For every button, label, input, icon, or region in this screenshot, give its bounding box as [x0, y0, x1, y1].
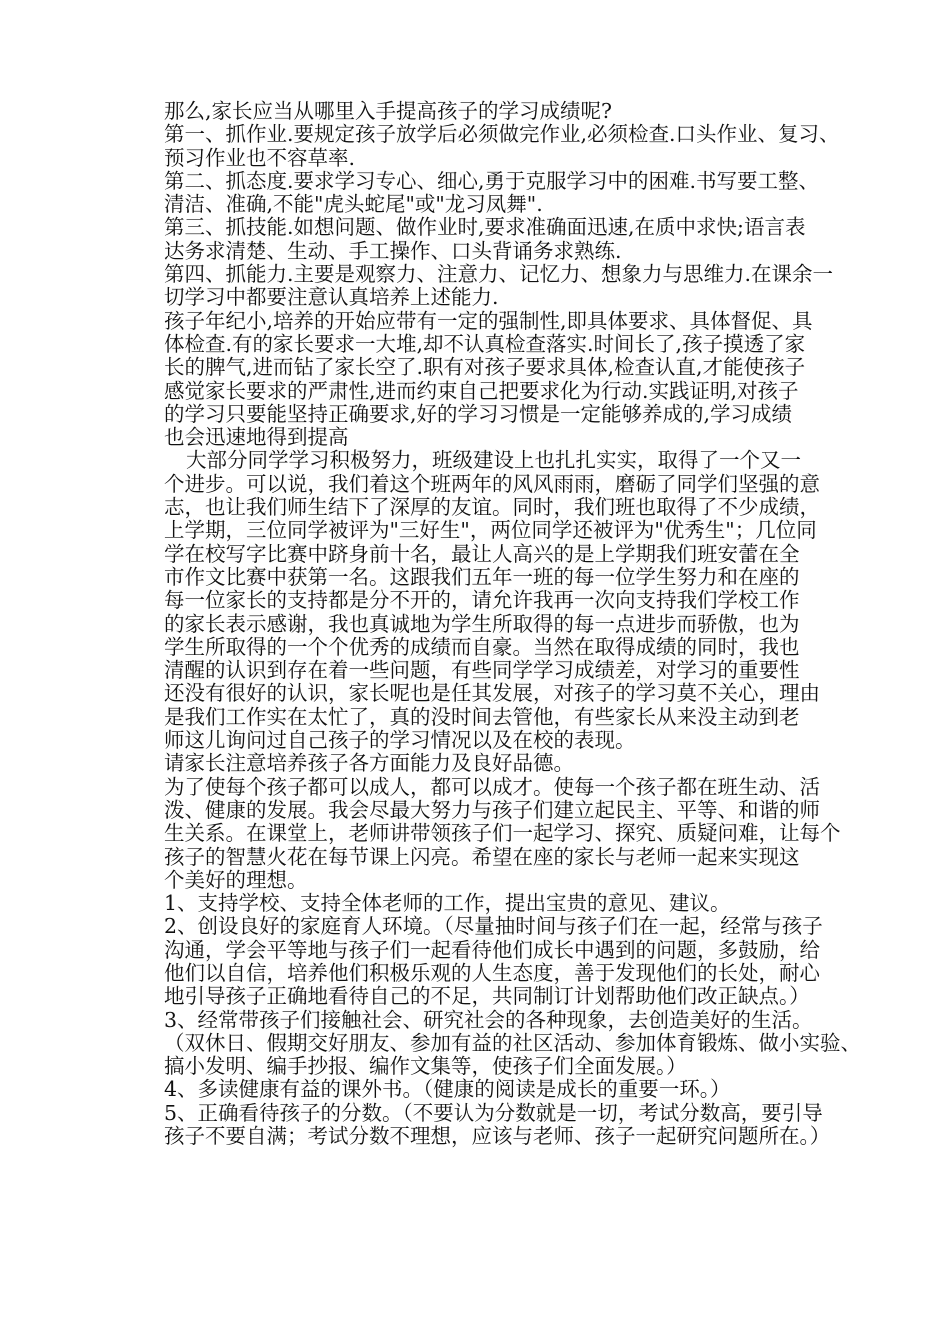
text-line: 也会迅速地得到提高: [164, 426, 349, 450]
text-line: 个进步。可以说，我们着这个班两年的风风雨雨，磨砺了同学们坚强的意: [164, 472, 820, 496]
text-line: （双休日、假期交好朋友、参加有益的社区活动、参加体育锻炼、做小实验、: [164, 1031, 861, 1055]
text-line: 清醒的认识到存在着一些问题，有些同学学习成绩差，对学习的重要性: [164, 659, 800, 683]
text-line: 第四、抓能力.主要是观察力、注意力、记忆力、想象力与思维力.在课余一: [164, 263, 834, 287]
text-line: 孩子的智慧火花在每节课上闪亮。希望在座的家长与老师一起来实现这: [164, 845, 800, 869]
text-line: 生关系。在课堂上，老师讲带领孩子们一起学习、探究、质疑问难，让每个: [164, 822, 841, 846]
text-line: 还没有很好的认识，家长呢也是任其发展，对孩子的学习莫不关心，理由: [164, 682, 820, 706]
text-line: 那么,家长应当从哪里入手提高孩子的学习成绩呢?: [164, 100, 613, 123]
text-line: 搞小发明、编手抄报、编作文集等，使孩子们全面发展。）: [164, 1055, 687, 1079]
text-line: 大部分同学学习积极努力，班级建设上也扎扎实实，取得了一个又一: [186, 449, 801, 473]
text-line: 市作文比赛中获第一名。这跟我们五年一班的每一位学生努力和在座的: [164, 565, 800, 589]
text-line: 体检查.有的家长要求一大堆,却不认真检查落实.时间长了,孩子摸透了家: [164, 332, 806, 356]
text-line: 第三、抓技能.如想问题、做作业时,要求准确面迅速,在质中求快;语言表: [164, 216, 806, 240]
text-line: 志，也让我们师生结下了深厚的友谊。同时，我们班也取得了不少成绩，: [164, 496, 820, 520]
text-line: 学生所取得的一个个优秀的成绩而自豪。当然在取得成绩的同时，我也: [164, 635, 800, 659]
text-line: 每一位家长的支持都是分不开的，请允许我再一次向支持我们学校工作: [164, 589, 800, 613]
text-line: 上学期，三位同学被评为"三好生"，两位同学还被评为"优秀生"；几位同: [164, 519, 817, 543]
text-line: 请家长注意培养孩子各方面能力及良好品德。: [164, 752, 574, 776]
text-line: 清洁、准确,不能"虎头蛇尾"或"龙习凤舞".: [164, 193, 543, 217]
text-line: 4、多读健康有益的课外书。（健康的阅读是成长的重要一环。）: [164, 1078, 731, 1102]
text-line: 个美好的理想。: [164, 868, 308, 892]
document-body: [164, 100, 864, 1148]
text-line: 为了使每个孩子都可以成人，都可以成才。使每一个孩子都在班生动、活: [164, 775, 820, 799]
text-line: 达务求清楚、生动、手工操作、口头背诵务求熟练.: [164, 239, 622, 263]
text-line: 2、创设良好的家庭育人环境。（尽量抽时间与孩子们在一起，经常与孩子: [164, 915, 823, 939]
text-line: 第一、抓作业.要规定孩子放学后必须做完作业,必须检查.口头作业、复习、: [164, 123, 840, 147]
text-line: 沟通，学会平等地与孩子们一起看待他们成长中遇到的问题，多鼓励，给: [164, 938, 820, 962]
text-line: 孩子不要自满；考试分数不理想，应该与老师、孩子一起研究问题所在。）: [164, 1125, 831, 1149]
text-line: 泼、健康的发展。我会尽最大努力与孩子们建立起民主、平等、和谐的师: [164, 798, 820, 822]
text-line: 他们以自信，培养他们积极乐观的人生态度，善于发现他们的长处，耐心: [164, 961, 820, 985]
text-line: 孩子年纪小,培养的开始应带有一定的强制性,即具体要求、具体督促、具: [164, 309, 813, 333]
text-line: 5、正确看待孩子的分数。（不要认为分数就是一切，考试分数高，要引导: [164, 1101, 823, 1125]
text-line: 的学习只要能坚持正确要求,好的学习习惯是一定能够养成的,学习成绩: [164, 402, 793, 426]
text-line: 是我们工作实在太忙了，真的没时间去管他，有些家长从来没主动到老: [164, 705, 800, 729]
text-line: 切学习中都要注意认真培养上述能力.: [164, 286, 499, 310]
text-line: 地引导孩子正确地看待自己的不足，共同制订计划帮助他们改正缺点。）: [164, 985, 810, 1009]
document-page: [164, 100, 864, 1148]
text-line: 长的脾气,进而钻了家长空了.职有对孩子要求具体,检查认直,才能使孩子: [164, 356, 806, 380]
text-line: 第二、抓态度.要求学习专心、细心,勇于克服学习中的困难.书写要工整、: [164, 169, 820, 193]
text-line: 感觉家长要求的严肃性,进而约束自己把要求化为行动.实践证明,对孩子: [164, 379, 799, 403]
text-line: 的家长表示感谢，我也真诚地为学生所取得的每一点进步而骄傲，也为: [164, 612, 800, 636]
text-line: 学在校写字比赛中跻身前十名，最让人高兴的是上学期我们班安蕾在全: [164, 542, 800, 566]
text-line: 师这儿询问过自己孩子的学习情况以及在校的表现。: [164, 729, 636, 753]
text-line: 1、支持学校、支持全体老师的工作，提出宝贵的意见、建议。: [164, 892, 731, 916]
text-line: 预习作业也不容草率.: [164, 146, 356, 170]
text-line: 3、经常带孩子们接触社会、研究社会的各种现象，去创造美好的生活。: [164, 1008, 813, 1032]
